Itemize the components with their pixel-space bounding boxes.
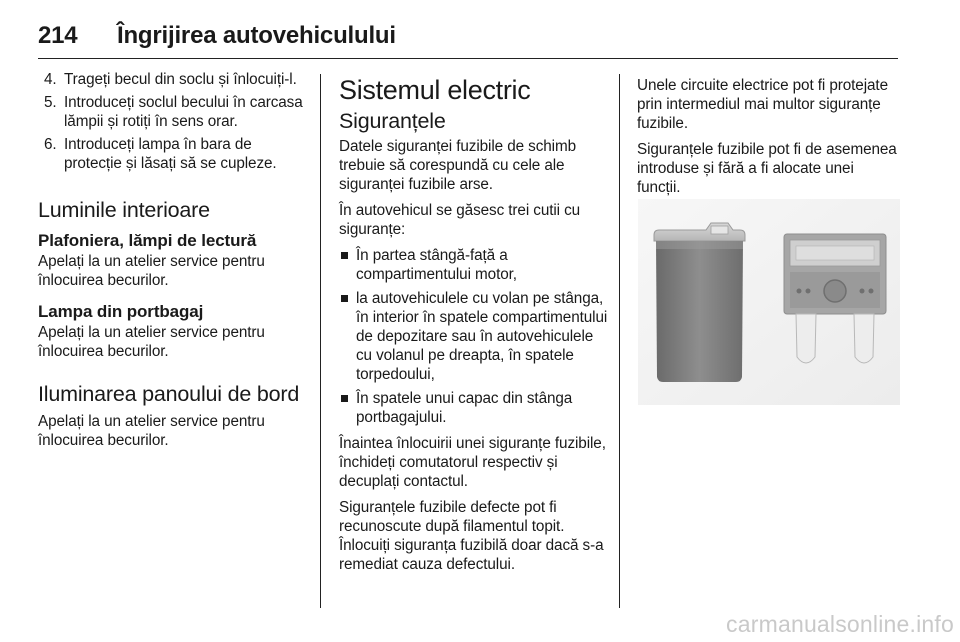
paragraph: Apelați la un atelier service pentru înlocuirea becurilor. (38, 413, 265, 449)
bullet-square-icon (341, 252, 348, 259)
paragraph: Siguranțele fuzibile defecte pot fi recunoscute după filamentul topit. Înlocuiți siguranța fuzibilă doar dacă s-a remediat cauza defectului. (339, 499, 604, 573)
steps-list (38, 70, 304, 173)
step-text: Introduceți lampa în bara de protecție și lăsați să se cupleze. (64, 136, 277, 172)
paragraph: Apelați la un atelier service pentru înlocuirea becurilor. (38, 324, 265, 360)
bullet-square-icon (341, 395, 348, 402)
list-item (339, 246, 609, 284)
step-item (38, 70, 304, 89)
paragraph: Unele circuite electrice pot fi protejate prin intermediul mai multor siguranțe fuzibile. (637, 77, 888, 132)
paragraph: Înaintea înlocuirii unei siguranțe fuzibile, închideți comutatorul respectiv și decuplați contactul. (339, 435, 606, 490)
step-number: 4. (44, 71, 57, 88)
list-item-text: la autovehiculele cu volan pe stânga, în interior în spatele compartimentului de depozitare sau în autovehiculele cu volanul pe dreapta, în spatele torpedoului, (356, 290, 608, 383)
chapter-title: Îngrijirea autovehiculului (117, 22, 396, 49)
subsection-title-fuses: Siguranțele (339, 109, 446, 133)
section-title-electrical-system: Sistemul electric (339, 75, 531, 105)
column-middle (339, 70, 609, 581)
section-title-dashboard-lighting: Iluminarea panoului de bord (38, 382, 300, 406)
subsection-title-ceiling-lamp: Plafoniera, lămpi de lectură (38, 231, 257, 250)
fuse-side-view (654, 223, 745, 382)
page-number: 214 (38, 22, 78, 49)
step-item (38, 135, 304, 173)
section-title-interior-lights: Luminile interioare (38, 198, 210, 222)
column-divider-left (320, 74, 321, 608)
list-item-text: În spatele unui capac din stânga portbagajului. (356, 390, 573, 426)
fuse-illustration (638, 199, 900, 405)
paragraph: Apelați la un atelier service pentru înlocuirea becurilor. (38, 253, 265, 289)
fuse-box-list (339, 246, 609, 427)
subsection-title-trunk-lamp: Lampa din portbagaj (38, 302, 204, 321)
paragraph: Siguranțele fuzibile pot fi de asemenea introduse și fără a fi alocate unei funcții. (637, 141, 897, 196)
step-number: 5. (44, 94, 57, 111)
paragraph: În autovehicul se găsesc trei cutii cu siguranțe: (339, 202, 581, 238)
page-header (38, 8, 898, 59)
column-divider-right (619, 74, 620, 608)
list-item (339, 389, 609, 427)
column-left (38, 70, 304, 457)
column-right (637, 76, 901, 204)
step-text: Introduceți soclul becului în carcasa lămpii și rotiți în sens orar. (64, 94, 303, 130)
watermark: carmanualsonline.info (726, 611, 954, 637)
list-item-text: În partea stângă-față a compartimentului motor, (356, 247, 517, 283)
step-number: 6. (44, 136, 57, 153)
step-text: Trageți becul din soclu și înlocuiți-l. (64, 71, 297, 88)
bullet-square-icon (341, 295, 348, 302)
list-item (339, 289, 609, 384)
step-item (38, 93, 304, 131)
paragraph: Datele siguranței fuzibile de schimb trebuie să corespundă cu cele ale siguranței fuzibile arse. (339, 138, 577, 193)
